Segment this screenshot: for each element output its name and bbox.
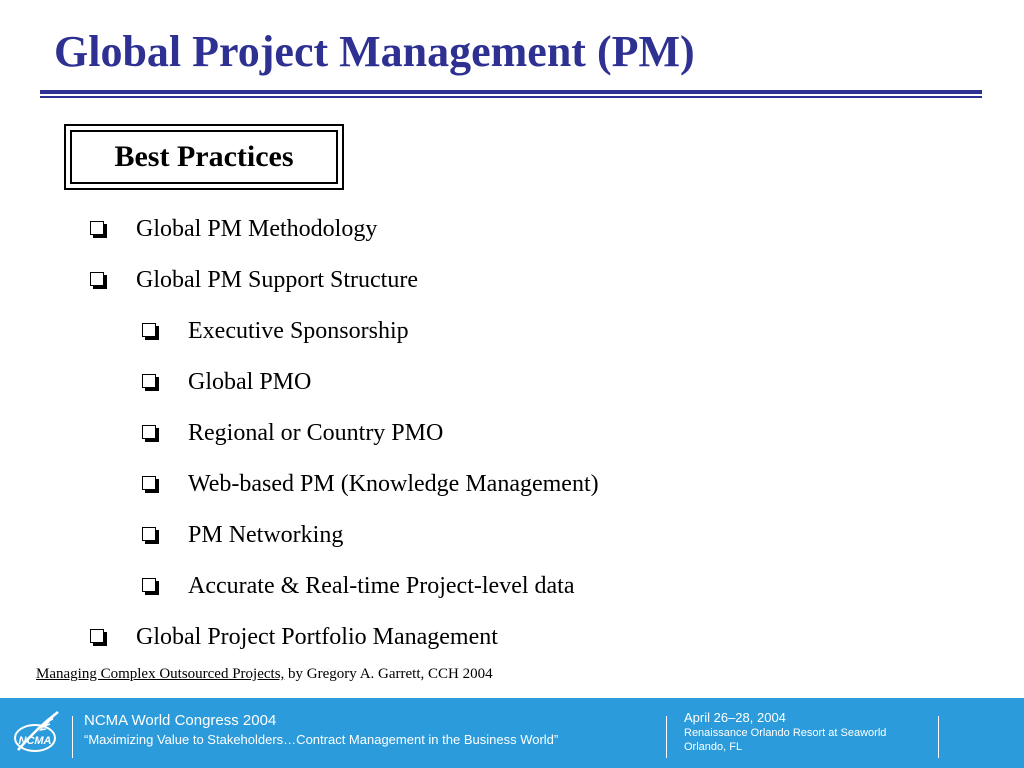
bullet-text: Web-based PM (Knowledge Management) [188,471,599,497]
event-venue: Renaissance Orlando Resort at Seaworld [684,727,887,739]
slide-title: Global Project Management (PM) [54,27,695,76]
event-tagline: “Maximizing Value to Stakeholders…Contract Management in the Business World” [84,732,559,747]
square-bullet-icon [142,374,158,390]
bullet-text: Regional or Country PMO [188,420,444,446]
bullet-item [90,621,498,653]
footer-divider-left [72,716,73,758]
best-practices-inner-frame [70,130,338,184]
square-bullet-icon [90,272,106,288]
sub-bullet-item [142,417,443,449]
bullet-item [90,264,418,296]
square-bullet-icon [90,221,106,237]
bullet-text: PM Networking [188,522,344,548]
sub-bullet-item [142,570,574,602]
bullet-text: Global PMO [188,369,312,395]
footer-bar [0,698,1024,768]
sub-bullet-item [142,315,409,347]
square-bullet-icon [142,527,158,543]
bullet-text: Executive Sponsorship [188,318,409,344]
square-bullet-icon [142,323,158,339]
bullet-text: Global PM Methodology [136,216,378,242]
footer-divider-middle [666,716,667,758]
footer-divider-right [938,716,939,758]
event-city: Orlando, FL [684,741,743,753]
best-practices-box [64,124,344,190]
best-practices-label: Best Practices [114,140,294,173]
svg-text:NCMA: NCMA [18,735,52,747]
event-name: NCMA World Congress 2004 [84,712,277,729]
square-bullet-icon [142,425,158,441]
bullet-text: Accurate & Real-time Project-level data [188,573,575,599]
bullet-text: Global Project Portfolio Management [136,624,498,650]
square-bullet-icon [142,476,158,492]
event-date: April 26–28, 2004 [684,710,786,725]
square-bullet-icon [90,629,106,645]
citation-details: by Gregory A. Garrett, CCH 2004 [284,666,493,682]
sub-bullet-item [142,366,311,398]
bullet-item [90,213,377,245]
citation-book-title: Managing Complex Outsourced Projects, [36,666,285,682]
ncma-logo-icon [8,706,64,760]
sub-bullet-item [142,519,343,551]
source-citation [36,664,493,684]
square-bullet-icon [142,578,158,594]
sub-bullet-item [142,468,599,500]
title-rule-thick [40,90,982,94]
title-rule-thin [40,96,982,98]
bullet-text: Global PM Support Structure [136,267,418,293]
